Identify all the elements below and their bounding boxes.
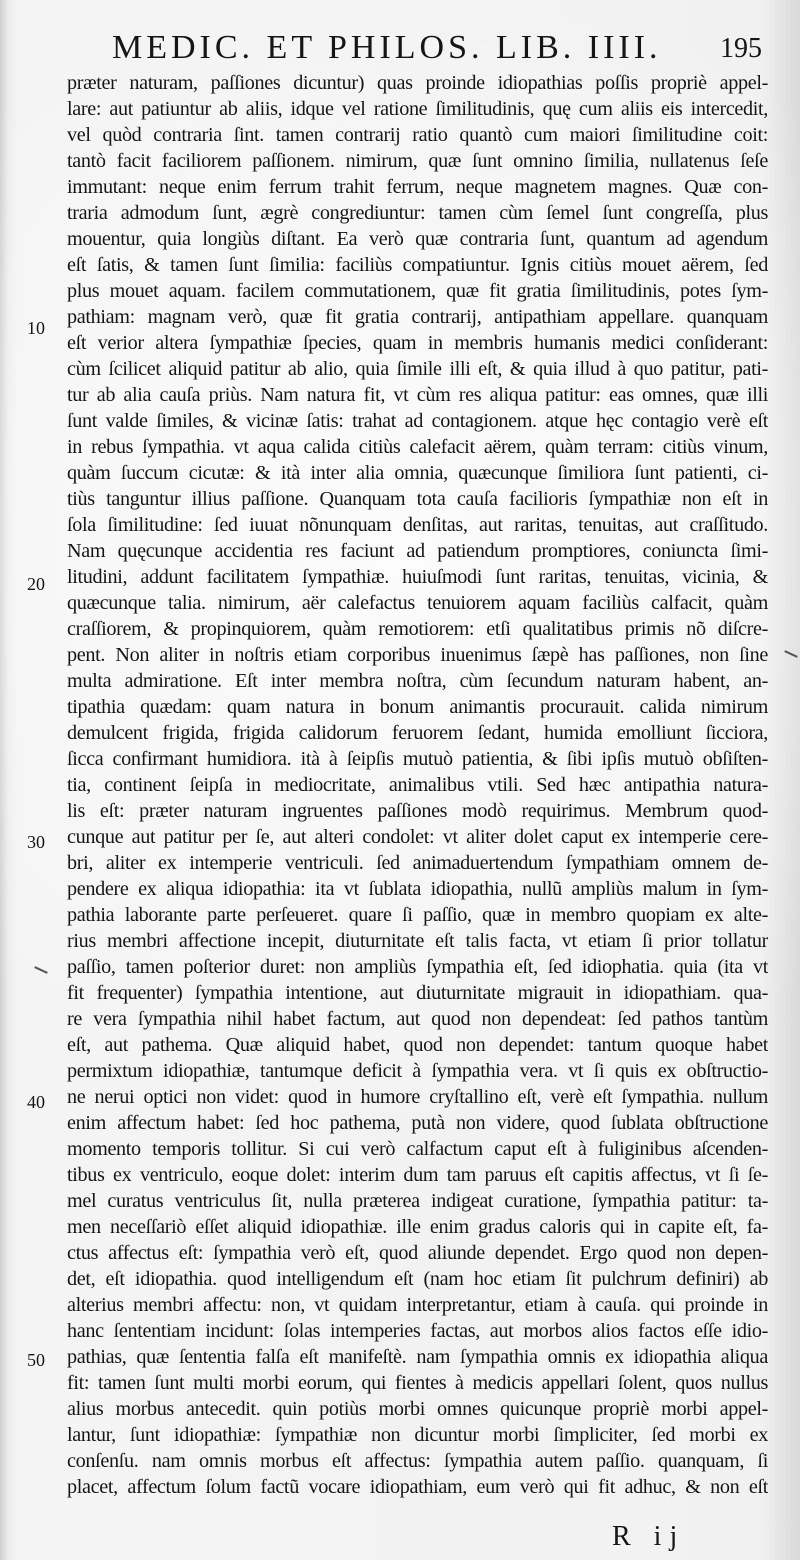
main-text-block (67, 70, 768, 1520)
text-line: craſſiorem, & propinquiorem, quàm remotiorem: etſi qualitatibus primis nõ diſcre- (67, 618, 768, 640)
text-line: pent. Non aliter in noſtris etiam corporibus inuenimus ſæpè has paſſiones, non ſine (67, 644, 768, 666)
text-line: ctus affectus eſt: ſympathia verò eſt, quod aliunde dependet. Ergo quod non depen- (67, 1242, 768, 1264)
text-line: placet, affectum ſolum factũ vocare idiopathiam, eum verò qui fit adhuc, & non eſt (67, 1476, 768, 1498)
text-line: bri, aliter ex intemperie ventriculi. ſed animaduertendum ſympathiam omnem de- (67, 852, 768, 874)
text-line: litudini, addunt facilitatem ſympathiæ. huiuſmodi ſunt raritas, tenuitas, vicinia, & (67, 566, 768, 588)
text-line: pathia laborante parte perſeueret. quare ſi paſſio, quæ in membro quopiam ex alte- (67, 904, 768, 926)
margin-mark (784, 650, 798, 658)
text-line: paſſio, tamen poſterior duret: non ampliùs ſympathia eſt, ſed idiophatia. quia (ita vt (67, 956, 768, 978)
text-line: fit: tamen ſunt multi morbi eorum, qui fientes à medicis appellari ſolent, quos nullus (67, 1372, 768, 1394)
text-line: re vera ſympathia nihil habet factum, aut quod non dependeat: ſed pathos tantùm (67, 1008, 768, 1030)
text-line: enim affectum habet: ſed hoc pathema, putà non videre, quod ſublata obſtructione (67, 1112, 768, 1134)
text-line: traria admodum ſunt, ægrè congrediuntur: tamen cùm ſemel ſunt congreſſa, plus (67, 202, 768, 224)
text-line: pathias, quæ ſententia falſa eſt manifeſtè. nam ſympathia omnis ex idiopathia aliqua (67, 1346, 768, 1368)
line-number-40: 40 (27, 1092, 45, 1112)
text-line: lare: aut patiuntur ab aliis, idque vel ratione ſimilitudinis, quę cum aliis eis intercedit, (67, 98, 768, 120)
text-line: Nam quęcunque accidentia res faciunt ad patiendum promptiores, coniuncta ſimi- (67, 540, 768, 562)
text-line: tibus ex ventriculo, eoque dolet: interim dum tam paruus eſt capitis affectus, vt ſi ſe- (67, 1164, 768, 1186)
text-line: præter naturam, paſſiones dicuntur) quas proinde idiopathias poſſis propriè appel- (67, 72, 768, 94)
text-line: eſt verior altera ſympathiæ ſpecies, quam in membris humanis medici conſiderant: (67, 332, 768, 354)
text-line: quæcunque talia. nimirum, aër calefactus tenuiorem aquam faciliùs calfacit, quàm (67, 592, 768, 614)
text-line: immutant: neque enim ferrum trahit ferrum, neque magnetem magnes. Quæ con- (67, 176, 768, 198)
text-line: lantur, ſunt idiopathiæ: ſympathiæ non dicuntur morbi ſimpliciter, ſed morbi ex (67, 1424, 768, 1446)
page-number: 195 (720, 33, 762, 64)
text-line: tur ab alia cauſa priùs. Nam natura fit, vt cùm res aliqua patitur: eas omnes, quæ illi (67, 384, 768, 406)
text-line: cunque aut patitur per ſe, aut alteri condolet: vt aliter dolet caput ex intemperie cere- (67, 826, 768, 848)
text-line: mel curatus ventriculus ſit, nulla præterea indigeat curatione, ſympathia patitur: ta- (67, 1190, 768, 1212)
text-line: momento temporis tollitur. Si cui verò calfactum caput eſt à fuliginibus aſcenden- (67, 1138, 768, 1160)
text-line: men neceſſariò eſſet aliquid idiopathiæ. ille enim gradus caloris qui in capite eſt, fa- (67, 1216, 768, 1238)
text-line: hanc ſententiam incidunt: ſolas intemperies factas, aut morbos alios factos eſſe idio- (67, 1320, 768, 1342)
margin-mark (34, 966, 48, 974)
text-line: det, eſt idiopathia. quod intelligendum eſt (nam hoc etiam ſit pulchrum definiri) ab (67, 1268, 768, 1290)
text-line: eſt, aut pathema. Quæ aliquid habet, quod non dependet: tantum quoque habet (67, 1034, 768, 1056)
text-line: tia, continent ſeipſa in mediocritate, animalibus vtili. Sed hæc antipathia natura- (67, 774, 768, 796)
text-line: mouentur, quia longiùs diſtant. Ea verò quæ contraria ſunt, quantum ad agendum (67, 228, 768, 250)
running-head: MEDIC. ET PHILOS. LIB. IIII. (112, 29, 662, 66)
text-line: pendere ex aliqua idiopathia: ita vt ſublata idiopathia, nullũ ampliùs malum in ſym- (67, 878, 768, 900)
text-line: vel quòd contraria ſint. tamen contrarij ratio quantò cum maiori ſimilitudine coit: (67, 124, 768, 146)
line-number-10: 10 (27, 318, 45, 338)
text-line: eſt ſatis, & tamen ſunt ſimilia: faciliùs compatiuntur. Ignis citiùs mouet aërem, ſed (67, 254, 768, 276)
text-line: permixtum idiopathiæ, tantumque deficit à ſympathia vera. vt ſi quis ex obſtructio- (67, 1060, 768, 1082)
text-line: ſunt valde ſimiles, & vicinæ ſatis: trahat ad contagionem. atque hęc contagio verè eſt (67, 410, 768, 432)
line-number-20: 20 (27, 574, 45, 594)
text-line: plus mouet aquam. facilem commutationem, quæ fit gratia ſimilitudinis, potes ſym- (67, 280, 768, 302)
page-header (0, 12, 800, 70)
text-line: multa admiratione. Eſt inter membra noſtra, cùm ſecundum naturam habent, an- (67, 670, 768, 692)
text-line: tiùs tanguntur illius paſſione. Quanquam tota cauſa facilioris ſympathiæ non eſt in (67, 488, 768, 510)
text-line: ſola ſimilitudine: ſed iuuat nõnunquam denſitas, aut raritas, tenuitas, aut craſſitudo. (67, 514, 768, 536)
text-line: in rebus ſympathia. vt aqua calida citiùs calefacit aërem, quàm terram: citiùs vinum, (67, 436, 768, 458)
text-line: demulcent frigida, frigida calidorum feruorem ſedant, humida emolliunt ſicciora, (67, 722, 768, 744)
text-line: alius morbus antecedit. quin potiùs morbi omnes quicunque propriè morbi appel- (67, 1398, 768, 1420)
signature-mark: R ij (612, 1521, 686, 1552)
text-line: rius membri affectione incepit, diuturnitate eſt talis facta, vt etiam ſi prior tollatur (67, 930, 768, 952)
text-line: lis eſt: præter naturam ingruentes paſſiones modò requirimus. Membrum quod- (67, 800, 768, 822)
line-number-30: 30 (27, 832, 45, 852)
text-line: conſenſu. nam omnis morbus eſt affectus: ſympathia autem paſſio. quanquam, ſi (67, 1450, 768, 1472)
text-line: pathiam: magnam verò, quæ fit gratia contrarij, antipathiam appellare. quanquam (67, 306, 768, 328)
text-line: cùm ſcilicet aliquid patitur ab alio, quia ſimile illi eſt, & quia illud à quo patitur, pati- (67, 358, 768, 380)
line-number-50: 50 (27, 1350, 45, 1370)
text-line: ne nerui optici non videt: quod in humore cryſtallino eſt, verè eſt ſympathia. nullum (67, 1086, 768, 1108)
text-line: tantò facit faciliorem paſſionem. nimirum, quæ ſunt omnino ſimilia, nullatenus ſeſe (67, 150, 768, 172)
text-line: alterius membri affectu: non, vt quidam interpretantur, etiam à cauſa. qui proinde in (67, 1294, 768, 1316)
text-line: ſicca confirmant humidiora. ità à ſeipſis mutuò patientia, & ſibi ipſis mutuò obſiſten- (67, 748, 768, 770)
text-line: tipathia quædam: quam natura in bonum animantis procurauit. calida nimirum (67, 696, 768, 718)
text-line: quàm ſuccum cicutæ: & ità inter alia omnia, quæcunque ſimiliora ſunt patienti, ci- (67, 462, 768, 484)
text-line: fit frequenter) ſympathia intentione, aut diuturnitate migrauit in idiopathiam. qua- (67, 982, 768, 1004)
